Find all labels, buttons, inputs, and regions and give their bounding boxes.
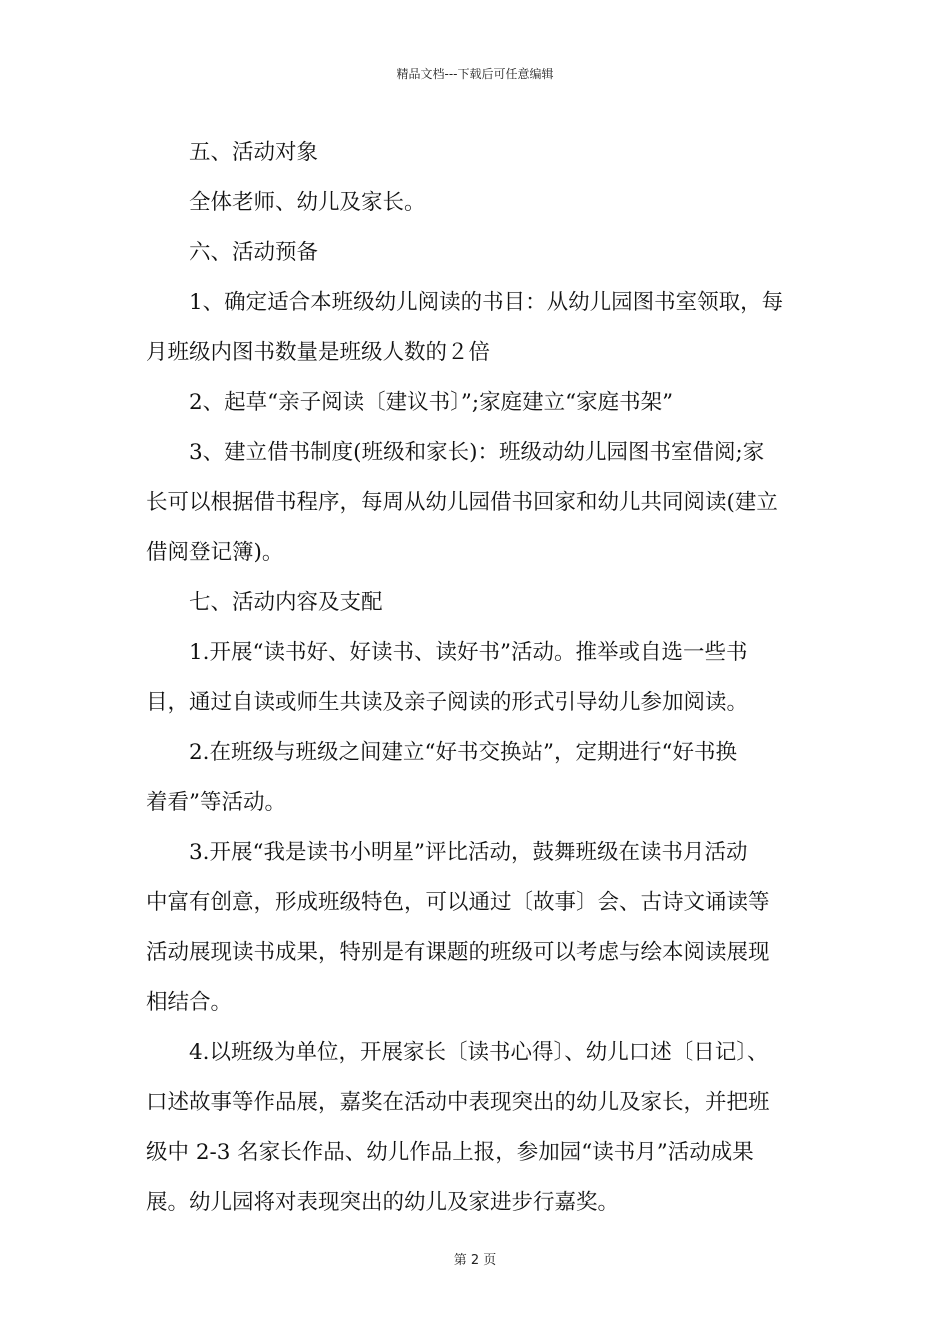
text-line: 五、活动对象 (189, 140, 319, 165)
text-line: 口述故事等作品展，嘉奖在活动中表现突出的幼儿及家长，并把班 (146, 1090, 770, 1115)
page-header: 精品文档---下载后可任意编辑 (396, 67, 554, 81)
text-line: 级中 2-3 名家长作品、幼儿作品上报，参加园“读书月”活动成果 (146, 1140, 754, 1165)
text-line: 目，通过自读或师生共读及亲子阅读的形式引导幼儿参加阅读。 (146, 690, 749, 715)
text-line: 中富有创意，形成班级特色，可以通过〔故事〕会、古诗文诵读等 (146, 890, 770, 915)
text-line: 3、建立借书制度(班级和家长)：班级动幼儿园图书室借阅;家 (189, 440, 765, 465)
text-line: 活动展现读书成果，特别是有课题的班级可以考虑与绘本阅读展现 (146, 940, 770, 965)
text-line: 2、起草“亲子阅读〔建议书〕”;家庭建立“家庭书架” (189, 390, 674, 415)
text-line: 七、活动内容及支配 (189, 590, 383, 615)
text-line: 相结合。 (146, 990, 233, 1015)
text-line: 着看”等活动。 (146, 790, 286, 815)
document-body (146, 128, 810, 1228)
text-line: 1.开展“读书好、好读书、读好书”活动。推举或自选一些书 (189, 640, 748, 665)
text-line: 六、活动预备 (189, 240, 319, 265)
text-line: 2.在班级与班级之间建立“好书交换站”，定期进行“好书换 (189, 740, 737, 765)
text-line: 月班级内图书数量是班级人数的２倍 (146, 340, 491, 365)
text-line: 借阅登记簿)。 (146, 540, 284, 565)
text-line: 展。幼儿园将对表现突出的幼儿及家进步行嘉奖。 (146, 1190, 620, 1215)
text-line: 4.以班级为单位，开展家长〔读书心得〕、幼儿口述〔日记〕、 (189, 1040, 769, 1065)
text-line: 长可以根据借书程序，每周从幼儿园借书回家和幼儿共同阅读(建立 (146, 490, 778, 515)
text-line: 全体老师、幼儿及家长。 (189, 190, 426, 215)
text-line: 3.开展“我是读书小明星”评比活动，鼓舞班级在读书月活动 (189, 840, 748, 865)
page-number: 第 2 页 (453, 1253, 497, 1268)
text-line: 1、确定适合本班级幼儿阅读的书目：从幼儿园图书室领取，每 (189, 290, 784, 315)
